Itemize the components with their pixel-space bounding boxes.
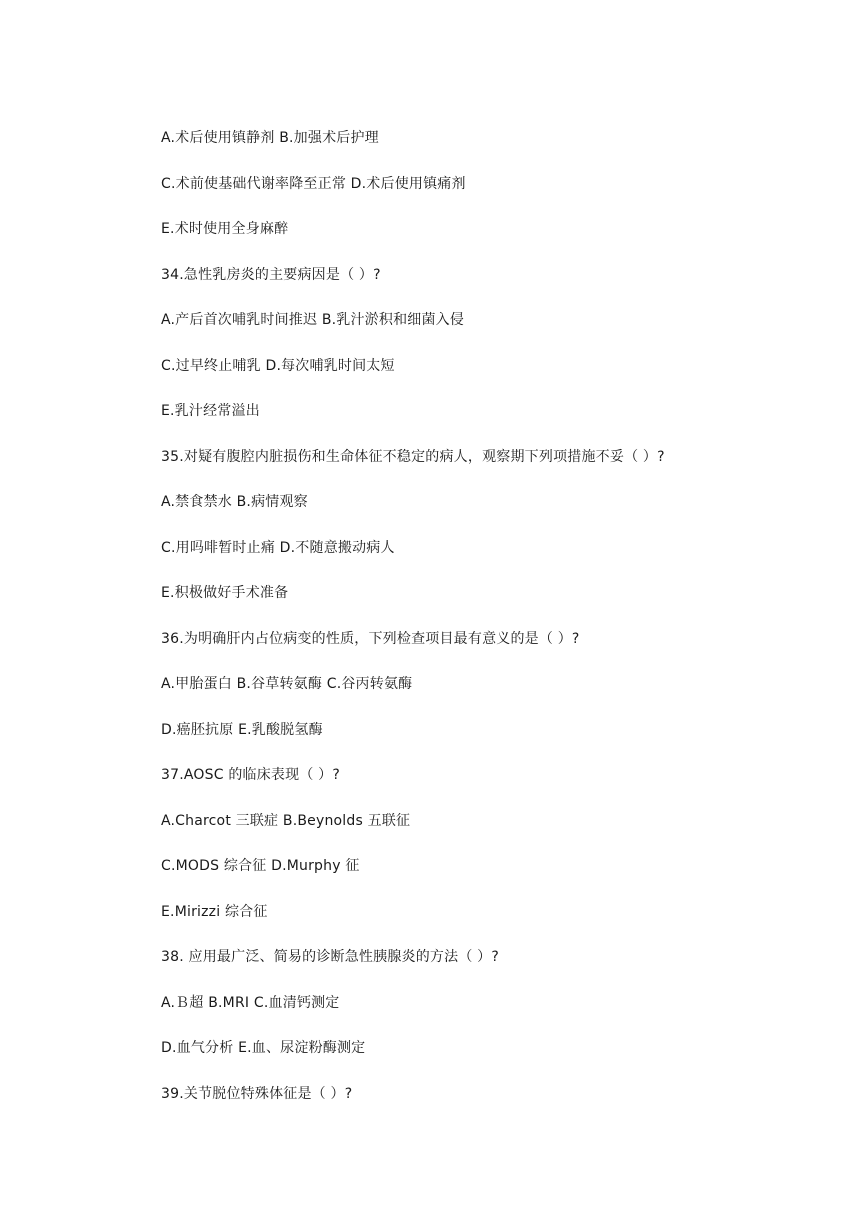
question-39: 39.关节脱位特殊体征是（ ）? bbox=[161, 1086, 353, 1102]
question-34: 34.急性乳房炎的主要病因是（ ）? bbox=[161, 267, 381, 283]
question-36: 36.为明确肝内占位病变的性质，下列检查项目最有意义的是（ ）? bbox=[161, 631, 580, 647]
option-line: D.癌胚抗原 E.乳酸脱氢酶 bbox=[161, 722, 323, 738]
option-line: A.Ｂ超 B.MRI C.血清钙测定 bbox=[161, 995, 340, 1011]
option-line: C.用吗啡暂时止痛 D.不随意搬动病人 bbox=[161, 540, 395, 556]
option-line: C.术前使基础代谢率降至正常 D.术后使用镇痛剂 bbox=[161, 176, 466, 192]
question-35: 35.对疑有腹腔内脏损伤和生命体征不稳定的病人，观察期下列项措施不妥（ ）? bbox=[161, 449, 665, 465]
option-line: A.术后使用镇静剂 B.加强术后护理 bbox=[161, 130, 379, 146]
option-line: C.过早终止哺乳 D.每次哺乳时间太短 bbox=[161, 358, 395, 374]
question-38: 38. 应用最广泛、简易的诊断急性胰腺炎的方法（ ）? bbox=[161, 949, 499, 965]
option-line: A.Charcot 三联症 B.Beynolds 五联征 bbox=[161, 813, 411, 829]
option-line: E.积极做好手术准备 bbox=[161, 585, 289, 601]
option-line: E.乳汁经常溢出 bbox=[161, 403, 260, 419]
option-line: D.血气分析 E.血、尿淀粉酶测定 bbox=[161, 1040, 366, 1056]
option-line: C.MODS 综合征 D.Murphy 征 bbox=[161, 858, 360, 874]
option-line: A.甲胎蛋白 B.谷草转氨酶 C.谷丙转氨酶 bbox=[161, 676, 413, 692]
question-37: 37.AOSC 的临床表现（ ）? bbox=[161, 767, 341, 783]
option-line: A.产后首次哺乳时间推迟 B.乳汁淤积和细菌入侵 bbox=[161, 312, 465, 328]
option-line: E.Mirizzi 综合征 bbox=[161, 904, 268, 920]
option-line: A.禁食禁水 B.病情观察 bbox=[161, 494, 308, 510]
option-line: E.术时使用全身麻醉 bbox=[161, 221, 289, 237]
